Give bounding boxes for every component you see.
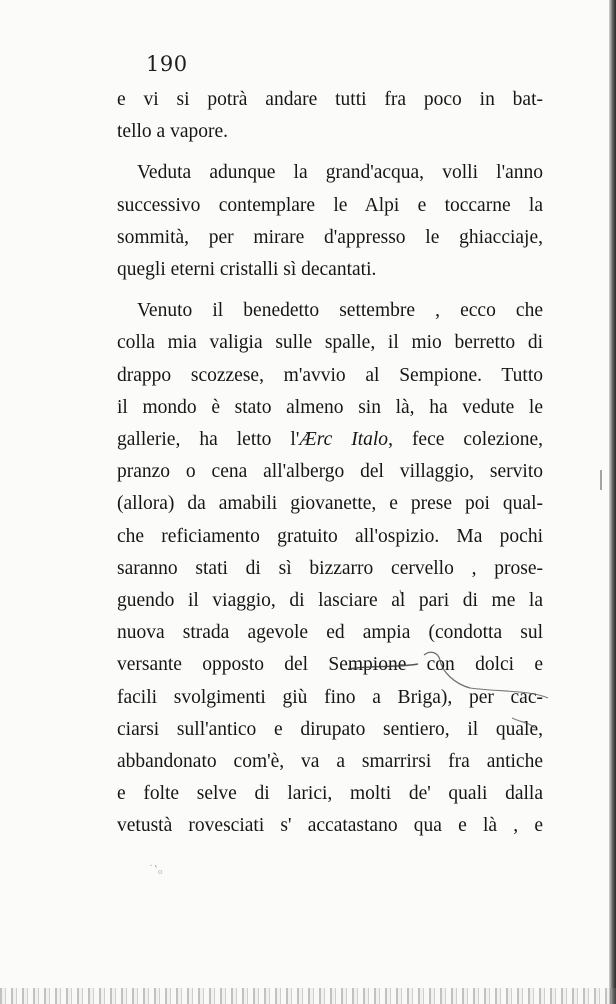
page-edge-right (609, 0, 616, 1004)
journal-title: Ærc Italo (299, 429, 389, 451)
text-line-with-strike: facili svolgimenti giù fino a Briga), per cac- (117, 686, 543, 708)
paragraph-3 (117, 295, 543, 842)
text-line: e vi si potrà andare tutti fra poco in bat- (117, 89, 543, 110)
text-line: e folte selve di larici, molti de' quali dalla (117, 783, 543, 805)
text-fragment: , fece colezione, (388, 429, 543, 451)
text-fragment: gallerie, ha letto l' (117, 429, 300, 451)
text-line: nuova strada agevole ed ampia (condotta sul (117, 622, 543, 644)
text-line: vetustà rovesciati s' accatastano qua e là , e (117, 815, 543, 837)
text-line: versante opposto del Sempione con dolci e (117, 654, 543, 676)
text-line: colla mia valigia sulle spalle, il mio berretto di (117, 332, 543, 354)
text-line: che reficiamento gratuito all'ospizio. Ma pochi (117, 525, 543, 547)
text-line: Veduta adunque la grand'acqua, volli l'anno (137, 162, 543, 184)
paragraph-2 (117, 157, 543, 286)
text-line: il mondo è stato almeno sin là, ha vedute le (117, 396, 543, 418)
text-line: drappo scozzese, m'avvio al Sempione. Tutto (117, 364, 543, 386)
text-line: quegli eterni cristalli sì decantati. (117, 259, 377, 281)
margin-pencil-mark (600, 470, 602, 490)
text-line: saranno stati di sì bizzarro cervello , prose- (117, 557, 543, 579)
text-line: successivo contemplare le Alpi e toccarne la (117, 194, 543, 216)
text-line-with-title (117, 424, 543, 456)
text-line: (allora) da amabili giovanette, e prese poi qual- (117, 493, 543, 515)
text-line: pranzo o cena all'albergo del villaggio, servito (117, 461, 543, 483)
text-line: Venuto il benedetto settembre , ecco che (137, 300, 543, 322)
text-line: ciarsi sull'antico e dirupato sentiero, il quale, (117, 718, 543, 740)
paragraph-1 (117, 84, 543, 148)
text-line: guendo il viaggio, di lasciare al pari di me la (117, 590, 543, 612)
page-number: 190 (146, 52, 188, 76)
text-line: tello a vapore. (117, 121, 228, 143)
page-smudge: ˙‛ₒ (148, 863, 163, 877)
text-line: sommità, per mirare d'appresso le ghiacciaje, (117, 226, 543, 248)
text-line: abbandonato com'è, va a smarrirsi fra antiche (117, 751, 543, 773)
body-text (117, 84, 543, 852)
page-edge-bottom (0, 988, 616, 1004)
